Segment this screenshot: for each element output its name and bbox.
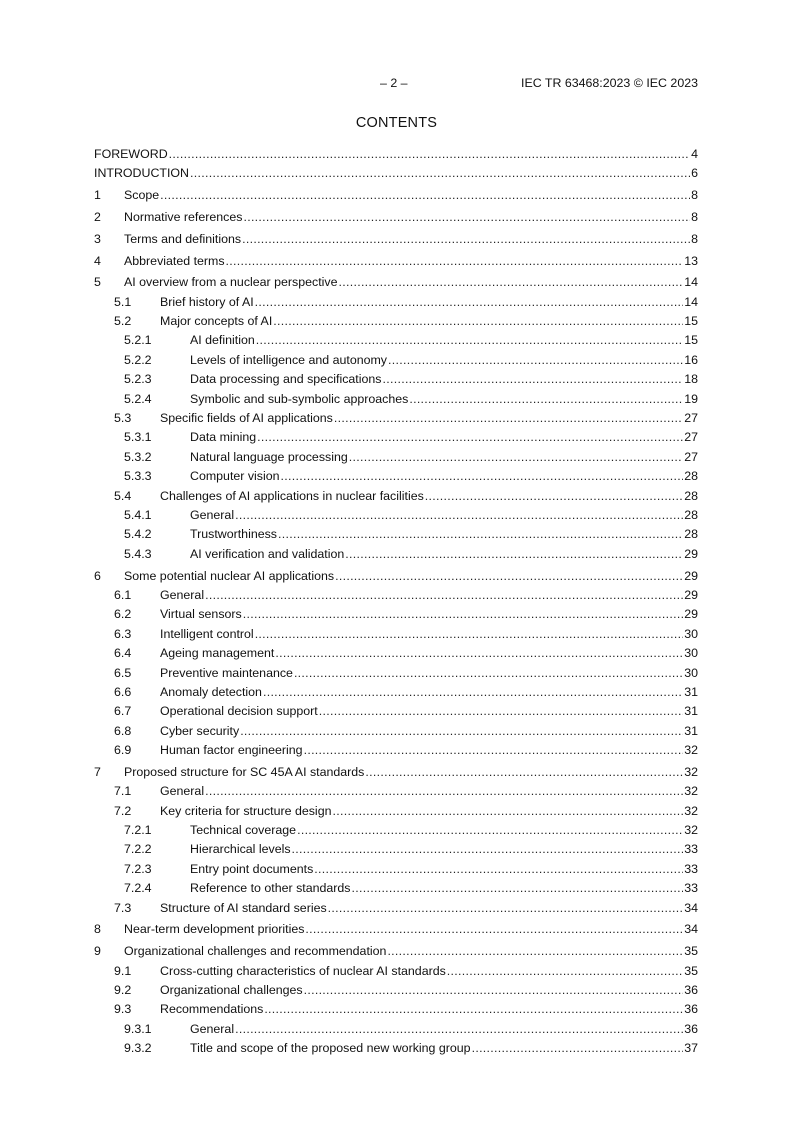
toc-entry-title: Human factor engineering <box>160 743 303 758</box>
toc-entry-title: Recommendations <box>160 1002 264 1017</box>
dot-leader <box>409 390 683 409</box>
toc-entry[interactable] <box>94 802 698 821</box>
toc-entry-page: 29 <box>684 607 698 622</box>
toc-entry-title: Scope <box>124 188 160 203</box>
toc-entry-number: 8 <box>94 922 101 937</box>
toc-entry[interactable] <box>94 351 698 370</box>
toc-entry-page: 16 <box>684 352 698 367</box>
toc-entry[interactable] <box>94 164 698 183</box>
toc-entry-page: 19 <box>684 391 698 406</box>
toc-entry-number: 5.1 <box>114 294 132 309</box>
toc-entry-page: 34 <box>684 922 698 937</box>
dot-leader <box>243 208 690 227</box>
toc-entry-title: General <box>190 1021 235 1036</box>
toc-entry-page: 8 <box>691 231 698 246</box>
toc-entry-number: 9.2 <box>114 982 132 997</box>
dot-leader <box>447 962 683 981</box>
toc-entry-number: 7.2 <box>114 803 132 818</box>
toc-entry-number: 5.2 <box>114 314 132 329</box>
toc-entry-number: 3 <box>94 231 101 246</box>
dot-leader <box>273 312 683 331</box>
toc-entry[interactable] <box>94 625 698 644</box>
toc-entry[interactable] <box>94 741 698 760</box>
toc-entry-title: Intelligent control <box>160 626 254 641</box>
toc-entry-number: 5.4.3 <box>124 546 152 561</box>
toc-entry-page: 29 <box>684 546 698 561</box>
toc-entry-number: 7 <box>94 764 101 779</box>
toc-entry[interactable] <box>94 208 698 227</box>
dot-leader <box>304 981 684 1000</box>
toc-entry-page: 14 <box>684 275 698 290</box>
dot-leader <box>319 702 683 721</box>
toc-entry-title: Abbreviated terms <box>124 253 225 268</box>
toc-entry[interactable] <box>94 506 698 525</box>
toc-entry[interactable] <box>94 273 698 292</box>
toc-entry[interactable] <box>94 644 698 663</box>
toc-entry-page: 31 <box>684 723 698 738</box>
dot-leader <box>387 942 683 961</box>
toc-entry-title: Near-term development priorities <box>124 922 305 937</box>
dot-leader <box>264 1000 683 1019</box>
toc-entry-page: 33 <box>684 842 698 857</box>
toc-entry[interactable] <box>94 448 698 467</box>
toc-entry-title: Organizational challenges and recommendation <box>124 944 387 959</box>
table-of-contents <box>94 145 698 1058</box>
toc-entry-number: 9.3.1 <box>124 1021 152 1036</box>
toc-entry[interactable] <box>94 312 698 331</box>
dot-leader <box>226 252 684 271</box>
toc-entry-title: FOREWORD <box>94 147 168 161</box>
toc-entry-page: 28 <box>684 469 698 484</box>
dot-leader <box>297 821 683 840</box>
dot-leader <box>263 683 683 702</box>
toc-entry-page: 28 <box>684 488 698 503</box>
toc-entry-number: 5.4.2 <box>124 527 152 542</box>
toc-entry-page: 32 <box>684 764 698 779</box>
toc-entry-title: Natural language processing <box>190 449 348 464</box>
toc-entry-title: General <box>190 507 235 522</box>
toc-entry-title: Reference to other standards <box>190 881 351 896</box>
toc-entry[interactable] <box>94 981 698 1000</box>
toc-entry[interactable] <box>94 293 698 312</box>
toc-entry[interactable] <box>94 586 698 605</box>
toc-entry[interactable] <box>94 702 698 721</box>
toc-entry-page: 27 <box>684 411 698 426</box>
toc-entry-page: 33 <box>684 881 698 896</box>
dot-leader <box>190 164 690 183</box>
toc-entry-number: 7.2.3 <box>124 861 152 876</box>
dot-leader <box>294 664 683 683</box>
toc-entry-title: AI overview from a nuclear perspective <box>124 275 338 290</box>
toc-entry[interactable] <box>94 605 698 624</box>
toc-entry-title: Entry point documents <box>190 861 314 876</box>
page-number: – 2 – <box>380 76 408 90</box>
toc-entry-number: 5.2.1 <box>124 333 152 348</box>
toc-entry-page: 29 <box>684 568 698 583</box>
toc-entry-title: General <box>160 784 205 799</box>
dot-leader <box>382 370 683 389</box>
toc-entry-page: 30 <box>684 646 698 661</box>
toc-entry[interactable] <box>94 331 698 350</box>
toc-entry[interactable] <box>94 370 698 389</box>
toc-entry[interactable] <box>94 664 698 683</box>
toc-entry-title: Levels of intelligence and autonomy <box>190 352 388 367</box>
toc-entry-number: 6 <box>94 568 101 583</box>
toc-entry-number: 9.3 <box>114 1002 132 1017</box>
toc-entry-title: Organizational challenges <box>160 982 303 997</box>
toc-entry-title: Data mining <box>190 430 257 445</box>
toc-entry-title: Symbolic and sub-symbolic approaches <box>190 391 409 406</box>
toc-entry-page: 15 <box>684 314 698 329</box>
toc-entry-page: 8 <box>691 209 698 224</box>
toc-entry-page: 35 <box>684 944 698 959</box>
toc-entry-page: 13 <box>684 253 698 268</box>
toc-entry-page: 32 <box>684 803 698 818</box>
toc-entry-page: 37 <box>684 1041 698 1056</box>
toc-entry[interactable] <box>94 782 698 801</box>
toc-entry[interactable] <box>94 252 698 271</box>
dot-leader <box>425 487 683 506</box>
toc-entry-title: Preventive maintenance <box>160 665 293 680</box>
toc-entry-number: 6.5 <box>114 665 132 680</box>
toc-entry-number: 9 <box>94 944 101 959</box>
dot-leader <box>281 467 684 486</box>
toc-entry-number: 6.7 <box>114 704 132 719</box>
toc-entry-title: Brief history of AI <box>160 294 254 309</box>
toc-entry-title: Title and scope of the proposed new working group <box>190 1041 471 1056</box>
dot-leader <box>257 428 683 447</box>
toc-entry-page: 27 <box>684 430 698 445</box>
dot-leader <box>338 273 683 292</box>
toc-entry-number: 5.3.2 <box>124 449 152 464</box>
toc-entry-title: Ageing management <box>160 646 275 661</box>
toc-entry[interactable] <box>94 186 698 205</box>
toc-entry[interactable] <box>94 840 698 859</box>
toc-entry-title: Cross-cutting characteristics of nuclear AI standards <box>160 963 446 978</box>
toc-entry[interactable] <box>94 567 698 586</box>
dot-leader <box>255 293 684 312</box>
toc-entry-number: 5.2.2 <box>124 352 152 367</box>
toc-entry[interactable] <box>94 683 698 702</box>
toc-entry[interactable] <box>94 390 698 409</box>
dot-leader <box>365 763 683 782</box>
toc-entry-number: 5.2.4 <box>124 391 152 406</box>
toc-entry-number: 6.4 <box>114 646 132 661</box>
toc-entry-page: 4 <box>691 147 698 161</box>
toc-entry-page: 18 <box>684 372 698 387</box>
toc-entry-title: Data processing and specifications <box>190 372 382 387</box>
toc-entry-number: 5.2.3 <box>124 372 152 387</box>
dot-leader <box>240 722 683 741</box>
dot-leader <box>275 644 683 663</box>
toc-entry-page: 28 <box>684 507 698 522</box>
toc-entry-page: 32 <box>684 784 698 799</box>
dot-leader <box>235 1020 683 1039</box>
dot-leader <box>472 1039 684 1058</box>
toc-entry-title: Anomaly detection <box>160 684 262 699</box>
toc-entry[interactable] <box>94 899 698 918</box>
toc-entry-number: 7.1 <box>114 784 132 799</box>
toc-entry-title: AI definition <box>190 333 255 348</box>
toc-entry-title: Proposed structure for SC 45A AI standards <box>124 764 365 779</box>
toc-entry[interactable] <box>94 525 698 544</box>
dot-leader <box>235 506 683 525</box>
toc-entry-title: Specific fields of AI applications <box>160 411 333 426</box>
toc-entry-number: 5.3.3 <box>124 469 152 484</box>
dot-leader <box>292 840 684 859</box>
toc-entry-page: 6 <box>691 166 698 181</box>
toc-entry[interactable] <box>94 879 698 898</box>
page-header <box>94 76 698 92</box>
toc-entry-title: General <box>160 587 205 602</box>
toc-entry-number: 1 <box>94 188 101 203</box>
toc-entry-number: 5.4.1 <box>124 507 152 522</box>
toc-entry-title: INTRODUCTION <box>94 166 189 181</box>
toc-entry-number: 2 <box>94 209 101 224</box>
dot-leader <box>205 782 683 801</box>
toc-entry-page: 31 <box>684 704 698 719</box>
toc-entry[interactable] <box>94 545 698 564</box>
toc-entry[interactable] <box>94 409 698 428</box>
toc-entry-page: 34 <box>684 900 698 915</box>
toc-entry-title: Some potential nuclear AI applications <box>124 568 335 583</box>
toc-entry-number: 5.3 <box>114 411 132 426</box>
toc-entry-title: Major concepts of AI <box>160 314 273 329</box>
toc-entry-page: 14 <box>684 294 698 309</box>
toc-entry-page: 29 <box>684 587 698 602</box>
dot-leader <box>256 331 683 350</box>
toc-entry[interactable] <box>94 467 698 486</box>
toc-entry-title: Technical coverage <box>190 823 297 838</box>
toc-entry-number: 4 <box>94 253 101 268</box>
toc-entry-number: 6.2 <box>114 607 132 622</box>
toc-entry[interactable] <box>94 962 698 981</box>
toc-entry-title: Virtual sensors <box>160 607 242 622</box>
toc-entry-number: 7.2.4 <box>124 881 152 896</box>
dot-leader <box>205 586 683 605</box>
dot-leader <box>255 625 684 644</box>
dot-leader <box>328 899 684 918</box>
toc-entry[interactable] <box>94 860 698 879</box>
toc-entry-number: 9.1 <box>114 963 132 978</box>
toc-entry-title: Key criteria for structure design <box>160 803 332 818</box>
toc-entry[interactable] <box>94 722 698 741</box>
toc-entry-number: 6.9 <box>114 743 132 758</box>
dot-leader <box>304 741 684 760</box>
toc-entry-number: 7.3 <box>114 900 132 915</box>
toc-entry[interactable] <box>94 487 698 506</box>
toc-entry-page: 8 <box>691 188 698 203</box>
page-title: CONTENTS <box>355 115 438 131</box>
toc-entry-page: 32 <box>684 823 698 838</box>
toc-entry-number: 6.1 <box>114 587 132 602</box>
dot-leader <box>160 186 690 205</box>
dot-leader <box>334 409 683 428</box>
toc-entry-page: 35 <box>684 963 698 978</box>
toc-entry-number: 5 <box>94 275 101 290</box>
toc-entry-page: 30 <box>684 665 698 680</box>
toc-entry-page: 28 <box>684 527 698 542</box>
dot-leader <box>388 351 683 370</box>
toc-entry[interactable] <box>94 821 698 840</box>
dot-leader <box>335 567 683 586</box>
toc-entry-page: 30 <box>684 626 698 641</box>
toc-entry[interactable] <box>94 1039 698 1058</box>
toc-entry[interactable] <box>94 1000 698 1019</box>
dot-leader <box>349 448 683 467</box>
toc-entry[interactable] <box>94 763 698 782</box>
toc-entry[interactable] <box>94 942 698 961</box>
toc-entry-number: 6.6 <box>114 684 132 699</box>
toc-entry-title: Cyber security <box>160 723 240 738</box>
dot-leader <box>169 145 690 164</box>
toc-entry-page: 32 <box>684 743 698 758</box>
dot-leader <box>332 802 683 821</box>
toc-entry-page: 33 <box>684 861 698 876</box>
toc-entry-page: 36 <box>684 1021 698 1036</box>
document-id: IEC TR 63468:2023 © IEC 2023 <box>521 76 698 90</box>
toc-entry-page: 27 <box>684 449 698 464</box>
toc-entry-title: Hierarchical levels <box>190 842 291 857</box>
toc-entry-page: 15 <box>684 333 698 348</box>
toc-entry-number: 7.2.1 <box>124 823 152 838</box>
toc-entry-title: Structure of AI standard series <box>160 900 327 915</box>
toc-entry-page: 31 <box>684 684 698 699</box>
toc-entry-title: Normative references <box>124 209 243 224</box>
toc-entry[interactable] <box>94 920 698 939</box>
toc-entry-title: AI verification and validation <box>190 546 345 561</box>
toc-entry-number: 6.3 <box>114 626 132 641</box>
toc-entry-number: 5.4 <box>114 488 132 503</box>
dot-leader <box>305 920 683 939</box>
toc-entry-title: Computer vision <box>190 469 280 484</box>
dot-leader <box>278 525 683 544</box>
dot-leader <box>345 545 683 564</box>
dot-leader <box>242 230 690 249</box>
dot-leader <box>243 605 683 624</box>
toc-entry[interactable] <box>94 230 698 249</box>
dot-leader <box>314 860 683 879</box>
toc-entry-page: 36 <box>684 1002 698 1017</box>
toc-entry-number: 6.8 <box>114 723 132 738</box>
toc-entry-number: 5.3.1 <box>124 430 152 445</box>
toc-entry[interactable] <box>94 1020 698 1039</box>
toc-entry-number: 7.2.2 <box>124 842 152 857</box>
toc-entry-title: Challenges of AI applications in nuclear facilities <box>160 488 424 503</box>
toc-entry-number: 9.3.2 <box>124 1041 152 1056</box>
toc-entry-title: Operational decision support <box>160 704 318 719</box>
toc-entry-page: 36 <box>684 982 698 997</box>
toc-entry-title: Trustworthiness <box>190 527 277 542</box>
toc-entry[interactable] <box>94 428 698 447</box>
dot-leader <box>352 879 684 898</box>
toc-entry[interactable] <box>94 145 698 164</box>
toc-entry-title: Terms and definitions <box>124 231 242 246</box>
